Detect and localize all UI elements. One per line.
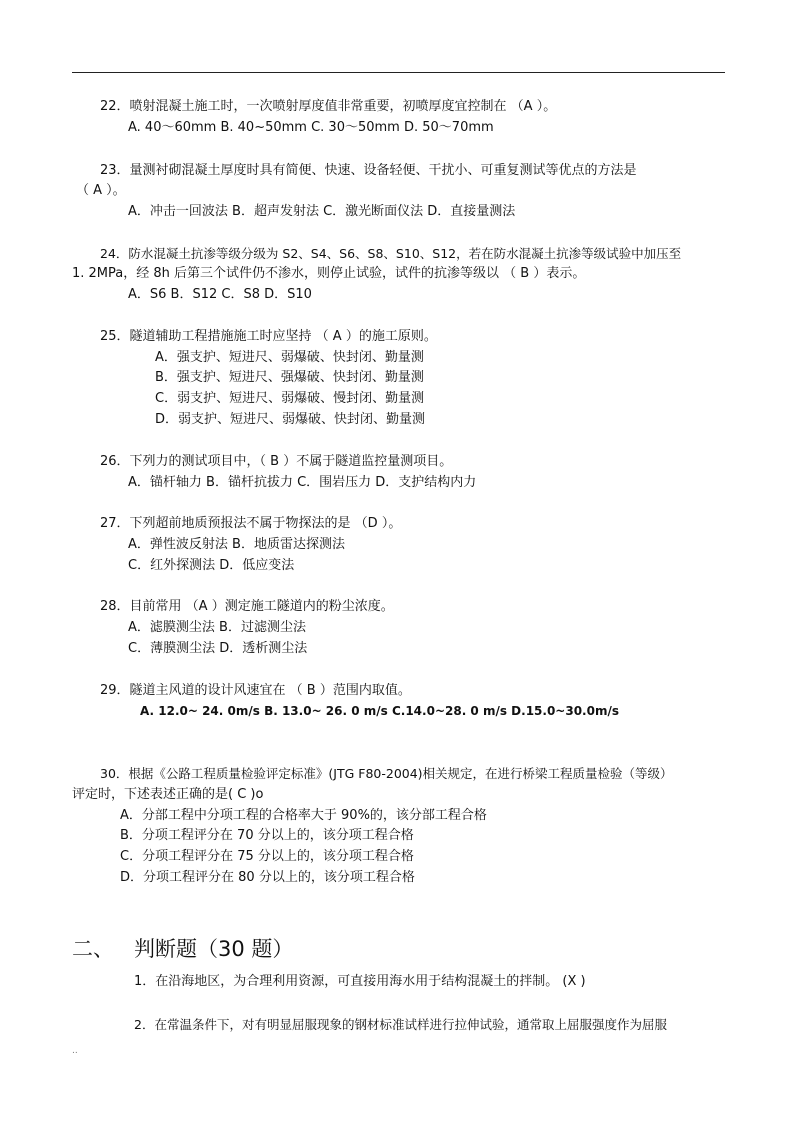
q26-options: A．锚杆轴力 B．锚杆抗拔力 C．围岩压力 D．支护结构内力 bbox=[128, 475, 477, 490]
q28-stem: 28．目前常用 （A ）测定施工隧道内的粉尘浓度。 bbox=[100, 599, 394, 614]
page-footer-mark: .. bbox=[72, 1046, 78, 1056]
q29-options: A. 12.0~ 24. 0m/s B. 13.0~ 26. 0 m/s C.14.0~28. 0 m/s D.15.0~30.0m/s bbox=[140, 704, 619, 718]
q30-option-d: D．分项工程评分在 80 分以上的，该分项工程合格 bbox=[120, 870, 415, 885]
q24-options: A．S6 B．S12 C．S8 D．S10 bbox=[128, 287, 312, 302]
q30-stem-cont: 评定时，下述表述正确的是( C )o bbox=[72, 787, 264, 802]
header-rule bbox=[72, 72, 725, 73]
q27-stem: 27．下列超前地质预报法不属于物探法的是 （D ）。 bbox=[100, 516, 402, 531]
q25-option-a: A．强支护、短进尺、弱爆破、快封闭、勤量测 bbox=[155, 350, 424, 365]
judgement-1: 1．在沿海地区，为合理利用资源，可直接用海水用于结构混凝土的拌制。 (X ) bbox=[134, 974, 586, 989]
section-heading bbox=[72, 934, 293, 964]
q30-option-c: C．分项工程评分在 75 分以上的，该分项工程合格 bbox=[120, 849, 414, 864]
q23-stem: 23．量测衬砌混凝土厚度时具有简便、快速、设备轻便、干扰小、可重复测试等优点的方法是 bbox=[100, 163, 637, 178]
q25-option-c: C．弱支护、短进尺、弱爆破、慢封闭、勤量测 bbox=[155, 391, 425, 406]
q27-options-row2: C．红外探测法 D．低应变法 bbox=[128, 558, 295, 573]
q25-stem: 25．隧道辅助工程措施施工时应坚持 （ A ）的施工原则。 bbox=[100, 329, 437, 344]
q24-stem: 24．防水混凝土抗渗等级分级为 S2、S4、S6、S8、S10、S12，若在防水混凝土抗渗等级试验中加压至 bbox=[100, 246, 682, 261]
q27-options-row1: A．弹性波反射法 B．地质雷达探测法 bbox=[128, 537, 345, 552]
judgement-2: 2．在常温条件下，对有明显屈服现象的钢材标准试样进行拉伸试验，通常取上屈服强度作为屈服 bbox=[134, 1017, 667, 1032]
q25-option-b: B．强支护、短进尺、强爆破、快封闭、勤量测 bbox=[155, 370, 424, 385]
q22-stem: 22．喷射混凝土施工时，一次喷射厚度值非常重要，初喷厚度宜控制在 （A ）。 bbox=[100, 99, 557, 114]
q23-options: A．冲击一回波法 B．超声发射法 C．激光断面仪法 D．直接量测法 bbox=[128, 204, 516, 219]
q25-option-d: D．弱支护、短进尺、弱爆破、快封闭、勤量测 bbox=[155, 412, 426, 427]
q29-stem: 29．隧道主风道的设计风速宜在 （ B ）范围内取值。 bbox=[100, 683, 411, 698]
section-title: 判断题（30 题） bbox=[134, 937, 294, 961]
q30-option-b: B．分项工程评分在 70 分以上的，该分项工程合格 bbox=[120, 828, 414, 843]
q30-option-a: A．分部工程中分项工程的合格率大于 90%的，该分部工程合格 bbox=[120, 808, 487, 823]
q30-stem: 30．根据《公路工程质量检验评定标准》(JTG F80-2004)相关规定，在进行桥梁工程质量检验（等级） bbox=[100, 766, 673, 781]
q26-stem: 26．下列力的测试项目中，（ B ）不属于隧道监控量测项目。 bbox=[100, 454, 453, 469]
q22-options: A. 40～60mm B. 40~50mm C. 30～50mm D. 50～70mm bbox=[128, 120, 494, 135]
q28-options-row1: A．滤膜测尘法 B．过滤测尘法 bbox=[128, 620, 306, 635]
q28-options-row2: C．薄膜测尘法 D．透析测尘法 bbox=[128, 641, 308, 656]
q23-stem-cont: （ A ）。 bbox=[76, 183, 126, 198]
section-number: 二、 bbox=[72, 937, 114, 961]
q24-stem-cont: 1. 2MPa，经 8h 后第三个试件仍不渗水，则停止试验，试件的抗渗等级以 （ B ）表示。 bbox=[72, 266, 586, 281]
